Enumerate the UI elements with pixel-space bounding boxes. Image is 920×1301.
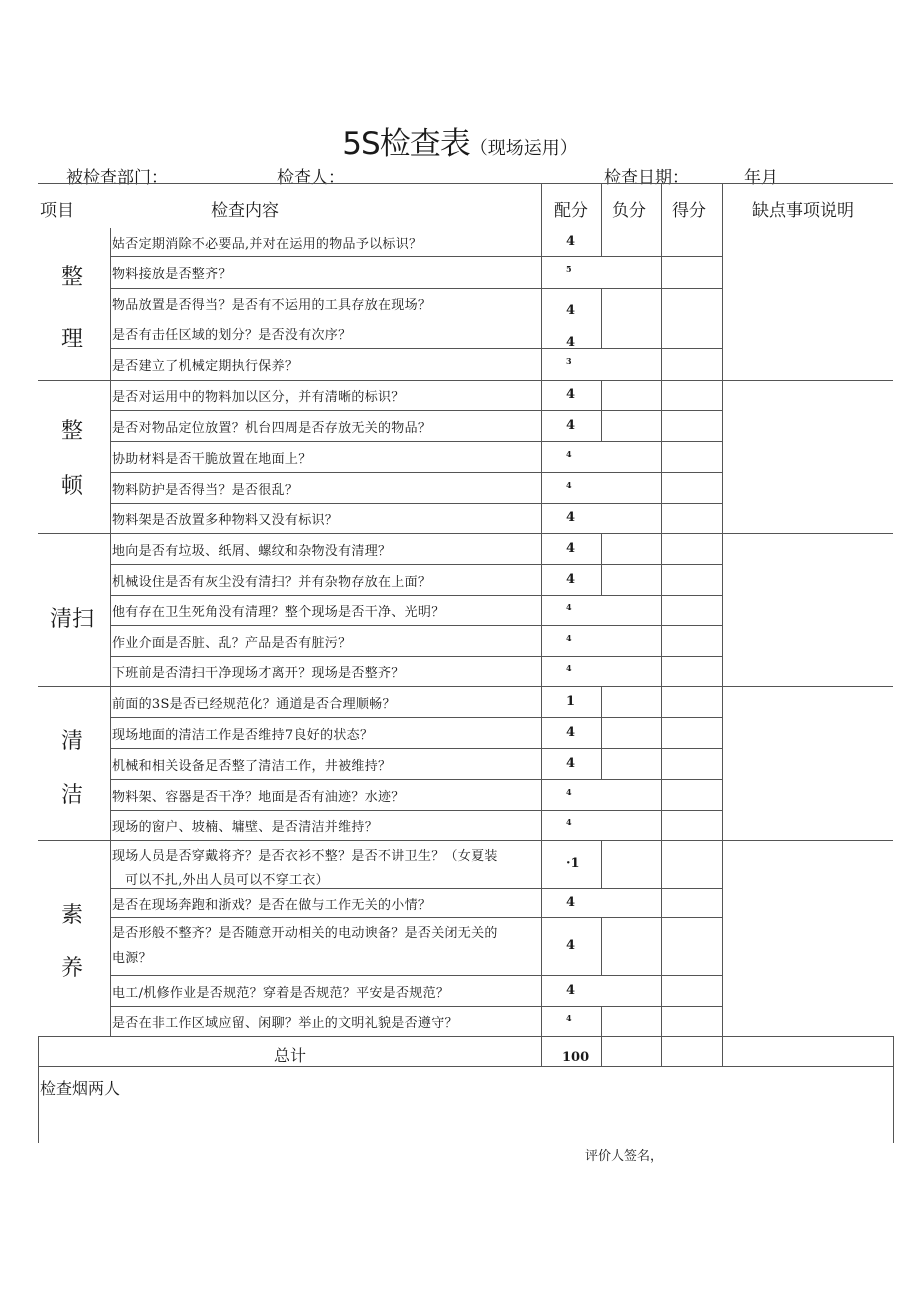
check-item-text: 物料接放是否整齐？ — [112, 267, 232, 282]
check-item-text: 机械设住是否有灰尘没有清扫？并有杂物存放在上面？ — [112, 574, 432, 590]
grid-vline — [110, 228, 111, 1036]
points-value: ·1 — [566, 856, 580, 871]
check-item-text: 物料架、容器是否干净？地面是否有油迹？水迹？ — [112, 789, 405, 805]
grid-vline — [601, 183, 602, 228]
date-value: 年月 — [744, 168, 778, 188]
evaluator-sign-label: 评价人签名， — [585, 1149, 664, 1164]
category-clean-char1: 清 — [60, 729, 83, 754]
col-deduct: 负分 — [612, 201, 646, 221]
points-value: 4 — [566, 335, 576, 350]
points-value: 4 — [566, 1013, 572, 1023]
grid-hline — [110, 410, 722, 411]
check-item-text: 是否对物品定位放置？机台四周是否存放无关的物品？ — [112, 420, 432, 436]
check-item-text: 他有存在卫生死角没有清理？整个现场是否干净、光明？ — [112, 605, 445, 620]
check-item-text: 物料防护是否得当？是否很乱？ — [112, 482, 299, 498]
header-rule — [38, 183, 893, 184]
points-value: 4 — [566, 786, 572, 797]
check-item-text: 电工/机修作业是否规范？穿着是否规范？平安是否规范？ — [112, 985, 450, 1001]
grid-hline — [110, 472, 722, 473]
check-item-text: 物品放置是否得当？是否有不运用的工具存放在现场？ — [112, 298, 432, 313]
points-value: 5 — [566, 264, 572, 274]
points-value: 4 — [566, 938, 576, 953]
points-value: 4 — [566, 448, 572, 459]
check-item-text: 是否形般不整齐？是否随意开动相关的电动谀备？是否关闭无关的 — [112, 926, 498, 941]
date-label: 检查日期： — [604, 168, 689, 188]
check-item-text-cont: 可以不扎,外出人员可以不穿工衣） — [125, 873, 329, 888]
check-item-text: 姑否定期消除不必要品,并对在运用的物品予以标识？ — [112, 237, 423, 252]
category-sort-char2: 理 — [60, 327, 83, 352]
grid-vline — [601, 380, 602, 441]
grid-hline — [110, 288, 722, 289]
grid-hline — [110, 564, 722, 565]
category-discipline-char2: 养 — [60, 956, 83, 981]
grid-vline — [722, 183, 723, 1066]
grid-hline — [110, 975, 722, 976]
grid-hline — [110, 888, 722, 889]
inspection-note-label: 检查烟两人 — [40, 1079, 121, 1098]
dept-label: 被检查部门： — [66, 168, 168, 188]
grid-vline — [661, 1036, 662, 1066]
grid-hline — [110, 717, 722, 718]
grid-vline — [661, 533, 662, 686]
category-order-char1: 整 — [60, 419, 83, 444]
inspector-label: 检查人： — [277, 168, 345, 188]
category-divider — [38, 686, 893, 687]
title-main: 5S检查表 — [342, 126, 470, 162]
frame-left — [38, 1036, 39, 1143]
points-value: 4 — [566, 817, 572, 827]
grid-hline — [110, 441, 722, 442]
points-value: 4 — [566, 571, 576, 587]
grid-vline — [661, 228, 662, 380]
points-value: 4 — [566, 602, 572, 612]
category-sort-char1: 整 — [60, 265, 83, 290]
grid-vline — [541, 1036, 542, 1066]
total-points: 100 — [562, 1050, 590, 1065]
points-value: 4 — [566, 894, 576, 910]
grid-hline — [110, 625, 722, 626]
points-value: 4 — [566, 387, 576, 402]
grid-hline — [110, 348, 722, 349]
grid-vline — [601, 1036, 602, 1066]
total-label: 总计 — [273, 1046, 306, 1065]
check-item-text: 机械和相关设备足否整了清洁工作，井被维持？ — [112, 758, 392, 774]
col-item: 项目 — [40, 201, 74, 221]
col-points: 配分 — [554, 201, 588, 221]
points-value: 4 — [566, 632, 572, 643]
total-bottom-rule — [38, 1066, 893, 1067]
grid-vline — [601, 1006, 602, 1036]
points-value: 4 — [566, 479, 572, 490]
check-item-text: 是否对运用中的物料加以区分，并有清晰的标识？ — [112, 390, 405, 405]
check-item-text: 现场的窗户、坡楠、墉壁、是否清洁并维持？ — [112, 820, 379, 835]
grid-vline — [601, 533, 602, 595]
points-value: 4 — [566, 755, 576, 771]
grid-vline — [661, 686, 662, 840]
grid-hline — [110, 595, 722, 596]
points-value: 4 — [566, 540, 576, 556]
points-value: 4 — [566, 417, 576, 433]
grid-hline — [110, 1006, 722, 1007]
grid-hline — [110, 656, 722, 657]
check-item-text: 前面的3S是否已经规范化？通道是否合理顺畅？ — [112, 696, 396, 712]
grid-vline — [601, 288, 602, 348]
grid-vline — [601, 917, 602, 975]
category-divider — [38, 380, 893, 381]
check-item-text: 地向是否有垃圾、纸屑、螺纹和杂物没有清理？ — [112, 543, 392, 559]
category-clean-char2: 洁 — [60, 783, 83, 808]
grid-vline — [601, 228, 602, 256]
grid-hline — [110, 917, 722, 918]
col-content: 检查内容 — [211, 201, 279, 221]
grid-vline — [661, 183, 662, 228]
points-value: 4 — [566, 663, 572, 673]
category-divider — [38, 533, 893, 534]
check-item-text: 是否在非工作区域应留、闲聊？举止的文明礼貌是否遵守？ — [112, 1016, 458, 1031]
check-item-text: 现场人员是否穿戴将齐？是否衣衫不整？是否不讲卫生？（女夏装 — [112, 849, 498, 864]
check-item-text-cont: 电源？ — [112, 951, 152, 966]
category-discipline-char1: 素 — [60, 903, 83, 928]
check-item-text: 作业介面是否脏、乱？产品是否有脏污？ — [112, 635, 352, 651]
grid-vline — [601, 840, 602, 888]
check-item-text: 是否建立了机械定期执行保养？ — [112, 359, 299, 374]
points-value: 4 — [566, 724, 576, 740]
grid-vline — [661, 380, 662, 533]
check-item-text: 下班前是否清扫干净现场才离开？现场是否整齐？ — [112, 666, 405, 681]
points-value: 4 — [566, 234, 576, 249]
grid-vline — [601, 686, 602, 779]
points-value: 4 — [566, 303, 576, 318]
page-title — [0, 118, 920, 163]
points-value: 4 — [566, 510, 576, 525]
points-value: 3 — [566, 356, 572, 366]
grid-hline — [110, 748, 722, 749]
grid-vline — [661, 840, 662, 1036]
check-item-text: 协助材料是否干脆放置在地面上？ — [112, 451, 312, 467]
check-item-text: 是否在现场奔跑和浙戏？是否在做与工作无关的小情？ — [112, 897, 432, 913]
col-notes: 缺点事项说明 — [752, 201, 854, 221]
grid-hline — [110, 256, 722, 257]
grid-hline — [110, 779, 722, 780]
category-order-char2: 顿 — [60, 474, 83, 499]
grid-vline — [541, 183, 542, 1036]
check-item-text: 物料架是否放置多种物料又没有标识？ — [112, 513, 339, 528]
frame-right — [893, 1036, 894, 1143]
grid-hline — [110, 503, 722, 504]
grid-hline — [110, 810, 722, 811]
points-value: 1 — [566, 693, 576, 709]
check-item-text: 现场地面的清洁工作是否维持7良好的状态？ — [112, 727, 374, 743]
check-item-text: 是否有击任区域的划分？是否没有次序？ — [112, 328, 352, 343]
title-sub: （现场运用） — [469, 138, 578, 159]
category-divider — [38, 840, 893, 841]
category-sweep-char1: 清扫 — [49, 607, 94, 632]
points-value: 4 — [566, 982, 576, 998]
col-score: 得分 — [672, 201, 706, 221]
total-top-rule — [38, 1036, 893, 1037]
